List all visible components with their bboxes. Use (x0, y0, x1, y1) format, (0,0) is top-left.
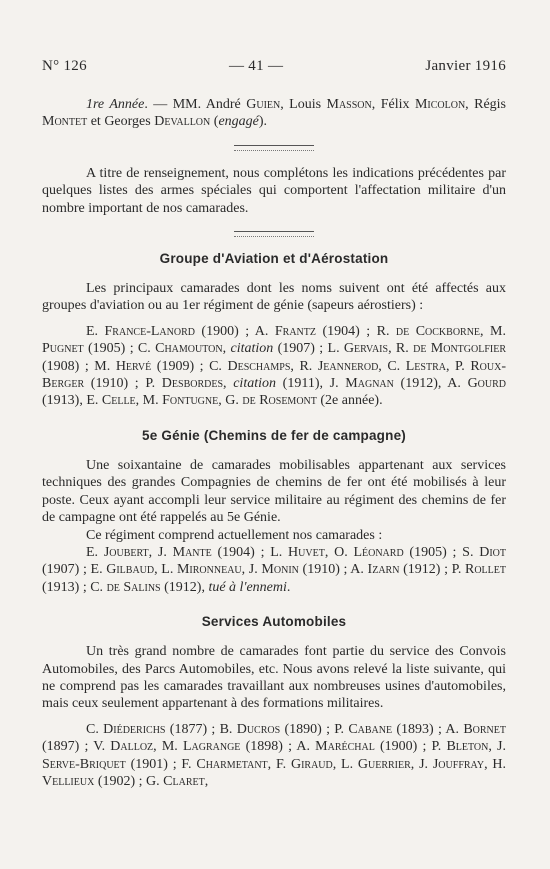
intro-paragraph-1 (42, 96, 506, 131)
automobiles-names (42, 721, 506, 791)
text-run: , R. (290, 358, 318, 374)
text-run: (1913), E. (42, 393, 102, 409)
text-run: (1908) ; M. (42, 358, 116, 374)
text-run: (1902) ; G. (94, 773, 164, 789)
text-run: (1912), A. (393, 376, 468, 392)
person-name: Cabane (348, 721, 393, 737)
text-run: (1877) ; B. (165, 721, 237, 737)
text-run: (1910) ; P. (84, 376, 162, 392)
text-run: , Louis (280, 97, 327, 112)
separator (234, 231, 314, 237)
text-run: E. (86, 544, 104, 560)
aviation-names (42, 323, 506, 410)
person-name: Lestra (405, 358, 446, 374)
text-run: (1898) ; A. (240, 739, 316, 755)
genie-paragraph-2: Ce régiment comprend actuellement nos camarades : (86, 527, 383, 543)
person-name: Ducros (236, 721, 281, 737)
text-run: , O. (324, 544, 354, 560)
person-name: Jouffray (432, 756, 485, 772)
text-run: , (223, 376, 234, 392)
text-run: (1890) ; P. (280, 721, 349, 737)
text-run: , C. (378, 358, 406, 374)
text-run: 1re Année (86, 97, 145, 112)
aviation-paragraph-1: Les principaux camarades dont les noms suivent ont été affectés aux groupes d'aviation ou au 1er régiment de génie (sapeurs aérostiers) : (42, 281, 506, 314)
person-name: Dalloz (110, 739, 154, 755)
person-name: Devallon (154, 114, 211, 130)
automobiles-paragraph-1: Un très grand nombre de camarades font partie du service des Convois Automobiles, des Parcs Automobiles, etc. Nous avons relevé la liste suivante, qui ne comprend pas les camarades travaillant aux nombreuses usines d'automobiles, mais ceux seulement appartenant à des formations militaires. (42, 644, 506, 712)
person-name: Bornet (463, 721, 506, 737)
person-name: Huvet (288, 544, 325, 560)
text-run: (1909) ; C. (151, 358, 228, 374)
person-name: Mironneau (176, 562, 242, 578)
text-run: ). (258, 114, 268, 130)
text-run: (1907) ; L. (273, 341, 344, 357)
person-name: de Rosemont (242, 393, 317, 409)
person-name: Celle (101, 393, 136, 409)
person-name: Fontugne (162, 393, 219, 409)
person-name: Lagrange (182, 739, 241, 755)
person-name: Diéderichs (103, 721, 166, 737)
text-run: (1900) ; A. (194, 323, 275, 339)
text-run: . (286, 579, 291, 595)
person-name: France-Lanord (104, 323, 195, 339)
text-run: (1911), J. (276, 376, 346, 392)
text-run: citation (230, 341, 274, 357)
text-run: , Félix (371, 97, 415, 112)
text-run: et Georges (87, 114, 155, 130)
person-name: Masson (326, 97, 372, 112)
page-body (42, 96, 506, 790)
text-run: ( (210, 114, 219, 130)
person-name: Desbordes (161, 376, 224, 392)
person-name: Hervé (115, 358, 152, 374)
text-run: citation (233, 376, 276, 392)
intro-paragraph-2: A titre de renseignement, nous complétons les indications précédentes par quelques listes des armes spéciales qui comportent l'affectation militaire d'un nombre important de nos camarades. (42, 165, 506, 216)
person-name: Guien (246, 97, 281, 112)
person-name: de Salins (106, 579, 161, 595)
text-run: (2e année). (316, 393, 383, 409)
text-run: , J. (488, 739, 507, 755)
person-name: Maréchal (315, 739, 375, 755)
text-run: , P. (445, 358, 471, 374)
genie-paragraph-1: Une soixantaine de camarades mobilisables appartenant aux services techniques des grandes Compagnies de chemins de fer ont été mobilisés à leur poste. Ceux ayant accompli leur service militaire au régiment des chemins de fer de campagne ont été rappelés au 5e Génie. (42, 457, 506, 526)
separator (234, 145, 314, 151)
person-name: Claret (163, 773, 205, 789)
text-run: (1897) ; V. (42, 739, 111, 755)
text-run: , G. (218, 393, 243, 409)
text-run: (1913) ; C. (42, 579, 107, 595)
text-run: (1904) ; R. (316, 323, 396, 339)
person-name: Frantz (274, 323, 316, 339)
text-run: , J. (241, 562, 262, 578)
person-name: Vellieux (42, 773, 95, 789)
text-run: , M. (153, 739, 183, 755)
person-name: Montet (42, 114, 88, 130)
person-name: Micolon (414, 97, 466, 112)
text-run: C. (86, 721, 104, 737)
person-name: de Montgolfier (413, 341, 507, 357)
person-name: Izarn (367, 562, 400, 578)
text-run: , (222, 341, 231, 357)
page-header (42, 58, 506, 75)
text-run: (1900) ; P. (374, 739, 447, 755)
person-name: Gilbaud (106, 562, 155, 578)
person-name: Serve-Briquet (42, 756, 126, 772)
text-run: (1907) ; E. (42, 562, 107, 578)
person-name: Jeannerod (317, 358, 379, 374)
text-run: engagé (218, 114, 259, 130)
section-title-automobiles: Services Automobiles (201, 614, 347, 630)
person-name: Bleton (446, 739, 489, 755)
section-title-genie: 5e Génie (Chemins de fer de campagne) (142, 427, 406, 443)
text-run: (1905) ; S. (403, 544, 480, 560)
person-name: Léonard (353, 544, 404, 560)
text-run: , H. (484, 756, 506, 772)
person-name: Pugnet (42, 341, 84, 357)
page-number: — 41 — (228, 58, 284, 74)
person-name: de Cockborne (395, 323, 481, 339)
text-run: (1912) ; P. (399, 562, 465, 578)
text-run: (1910) ; A. (298, 562, 368, 578)
person-name: Giraud (290, 756, 333, 772)
text-run: , F. (267, 756, 291, 772)
person-name: Charmetant (196, 756, 268, 772)
text-run: . — MM. André (144, 97, 247, 112)
text-run: tué à l'ennemi (208, 579, 287, 595)
text-run: , (204, 773, 209, 789)
person-name: Roux-Berger (42, 358, 506, 392)
text-run: E. (86, 323, 105, 339)
genie-names (42, 544, 506, 596)
text-run: (1893) ; A. (392, 721, 464, 737)
issue-date: Janvier 1916 (425, 58, 506, 74)
text-run: (1905) ; C. (83, 341, 156, 357)
person-name: Monin (261, 562, 299, 578)
text-run: , M. (135, 393, 163, 409)
person-name: Guerrier (357, 756, 411, 772)
text-run: (1904) ; L. (211, 544, 289, 560)
issue-number: N° 126 (42, 58, 87, 74)
text-run: (1901) ; F. (125, 756, 197, 772)
text-run: , J. (148, 544, 173, 560)
person-name: Mante (172, 544, 212, 560)
text-run: , L. (332, 756, 358, 772)
person-name: Joubert (103, 544, 149, 560)
section-title-aviation: Groupe d'Aviation et d'Aérostation (159, 251, 389, 267)
person-name: Gourd (467, 376, 507, 392)
text-run: , L. (154, 562, 177, 578)
text-run: , M. (480, 323, 506, 339)
person-name: Gervais (343, 341, 389, 357)
text-run: , R. (388, 341, 414, 357)
person-name: Chamouton (155, 341, 223, 357)
text-run: , J. (410, 756, 433, 772)
person-name: Rollet (465, 562, 506, 578)
person-name: Magnan (345, 376, 394, 392)
text-run: (1912), (160, 579, 209, 595)
person-name: Diot (479, 544, 506, 560)
person-name: Deschamps (227, 358, 291, 374)
text-run: , Régis (465, 97, 507, 112)
